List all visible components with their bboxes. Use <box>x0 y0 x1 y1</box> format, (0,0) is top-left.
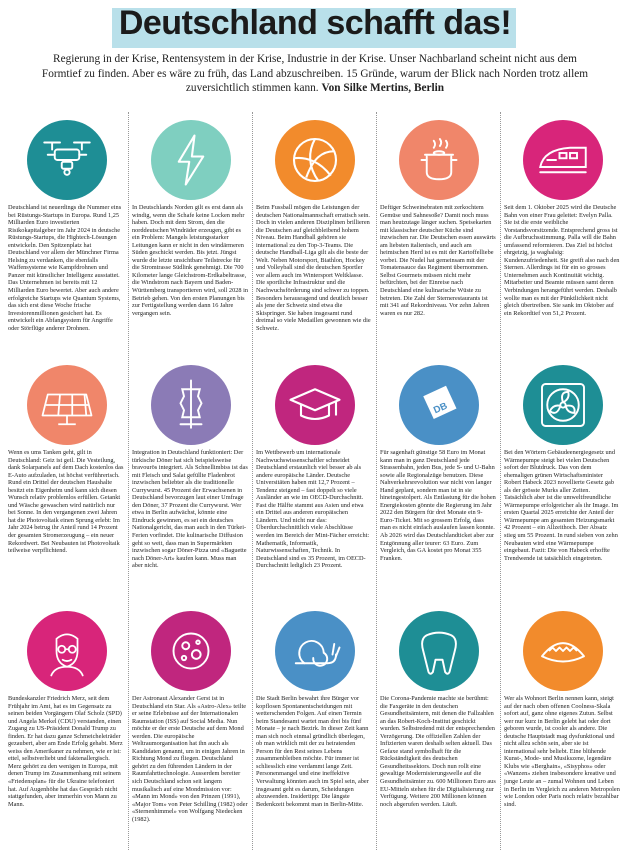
column-divider <box>128 112 129 850</box>
column-divider <box>500 112 501 850</box>
reason-text: Die Stadt Berlin bewahrt ihre Bürger vor kopflosen Spontanentscheidungen mit wetterschenden Folgen. Auf einen Termin beim Standesamt wartet man drei bis fünf Monate – je nach Bezirk. In dieser Zeit kann man sich noch einmal gründlich überlegen, ob man wirklich mit der zu heiratenden Person für den Rest seines Lebens zusammenbleiben möchte. Für immer ist schliesslich eine verdammt lange Zeit. Personenmangel und eine ineffektive Verwaltung könnten auch im Spiel sein, aber insgesamt geht es darum, Scheidungen abzuwenden. Insidertipp: Die längste Bedenkzeit bekommt man in Berlin-Mitte. <box>256 695 369 808</box>
reason-text: Integration in Deutschland funktioniert: Der türkische Döner hat sich beispielsweise bravourös integriert. Als Schnellimbiss ist das mit Fleisch und Salat gefüllte Fladenbrot inzwischen beliebter als die traditionelle Currywurst. 45 Prozent der Erwachsenen in Deutschland bevorzugen laut einer Umfrage den Döner, 37 Prozent die Currywurst. Wer etwa in Berlin aufwächst, könnte eine Eindruck gewinnen, es sei ein deutsches Nationalgericht, das man auch in den Türkei-Ferien vorfindet. Die kulinarische Diffusion geht so weit, dass man in Supermärkten inzwischen sogar Döner-Pizza und «Baguette nach Döner-Art» kaufen kann. Muss man aber nicht. <box>132 449 248 570</box>
reason-text: Der Astronaut Alexander Gerst ist in Deutschland ein Star. Als «Astro-Alex» teilte er seine Erlebnisse auf der Internationalen Raumstation (ISS) auf Social Media. Nun möchte er der erste Deutsche auf dem Mond werden. Die europäische Weltraumorganisation hat ihn auch als Kandidaten genannt, um in einigen Jahren in Richtung Mond zu fliegen. Deutschland gehört zu den führenden Ländern in der Raumfahrttechnologie. Ausserdem bereiter sich Deutschland schon seit langem musikalisch auf eine Mondmission vor: «Mann im Mond» von den Prinzen (1991), «Major Tom» von Peter Schilling (1982) oder «Sternenhimmel» von Wolfgang Niedecken (1982). <box>132 695 248 823</box>
solar-panel-icon <box>39 377 95 433</box>
reason-text: Beim Fussball mögen die Leistungen der deutschen Nationalmannschaft erratisch sein. Doch in vielen anderen Disziplinen brillieren die Deutschen auf gleichbleibend hohem Niveau. Beim Handball gehören sie international zu den Top-3-Teams. Die deutsche Handball-Liga gilt als die beste der Welt. Neben Motorsport, Biathlon, Hockey und Volleyball sind die deutschen Sportler vor allem auch im Wintersport Weltklasse. Die sportliche Infrastruktur und die Nachwuchsförderung sind schwer zu toppen. Besonders herausragend und deutlich besser als jene der Schweiz sind etwa die Skispringer. Sie haben insgesamt rund dreimal so viele Medaillen gewonnen wie die Schweiz. <box>256 204 371 332</box>
reason-icon-circle <box>275 120 355 200</box>
reason-icon-circle <box>151 365 231 445</box>
snail-icon <box>287 623 343 679</box>
reason-icon-circle <box>27 611 107 691</box>
byline: Von Silke Mertins, Berlin <box>321 82 445 94</box>
reason-text: Im Wettbewerb um internationale Nachwuchswissenschaftler schneidet Deutschland erstaunlich viel besser ab als andere europäische Länder. Deutsche Universitäten haben mit 12,7 Prozent – Tendenz steigend – fast doppelt so viele Ausländer an wie im OECD-Durchschnitt. Fast die Hälfte stammt aus Asien und etwa ein Drittel aus anderen europäischen Ländern. Und nicht nur das: Überdurchschnittlich viele Abschlüsse werden im Bereich der Mint-Fächer erreicht: Mathematik, Informatik, Naturwissenschaften, Technik. In Deutschland sind es 35 Prozent, im OECD-Durchschnitt lediglich 23 Prozent. <box>256 449 370 570</box>
volleyball-icon <box>287 132 343 188</box>
reason-text: Wenn es ums Tanken geht, gilt in Deutschland: Geiz ist geil. Die Vesteilung, dank Solarpanels auf dem Dach kostenlos das E-Auto aufzuladen, ist höchst verführerisch. Rund ein Drittel der deutschen Haushalte besitzt ein Eigenheim und kann sich diesen Wunsch relativ problemlos erfüllen. Getankt und Wäsche gewaschen wird natürlich nur bei Sonne. In den vergangenen zwei Jahren hat die Photovoltaik einen Sprung erlebt: Im Jahr 2024 betrug ihr Anteil rund 14 Prozent der gesamten Stromerzeugung – ein neuer Rekordwert. Bei Neubauten ist Photovoltaik teilweise verpflichtend. <box>8 449 124 555</box>
doner-kebab-icon <box>163 377 219 433</box>
lightning-icon <box>163 132 219 188</box>
cooking-pot-icon <box>411 132 467 188</box>
reason-text: Bundeskanzler Friedrich Merz, seit dem Frühjahr im Amt, hat es im Gegensatz zu seinen beiden Vorgängern Olaf Scholz (SPD) und Angela Merkel (CDU) verstanden, einen Zugang zu US-Präsident Donald Trump zu finden. Er hat dazu ganze Schmeicheleiräder gezaubert, aber am Ende Erfolg gehabt. Merz weiss den Amerikaner zu nehmen, wie er ist: ettel, selbstverliebt und faktenallergisch. Merz gehört zu den wenigen in Europa, mit denen Trump im Zusammenhang mit seinem «Friedensplan» für die Ukraine telefoniert hat. Auf Augenhöhe hat das Gespräch nicht stattgefunden, aber immerhin von Mann zu Mann. <box>8 695 123 808</box>
reason-text: Deutschland ist neuerdings die Nummer eins bei Rüstungs-Startups in Europa. Rund 1,25 Milliarden Euro investierten Risikokapitalgeber im Jahr 2024 in deutsche Rüstungs-Startups, die Hightech-Lösungen entwickeln. Den Spitzenplatz hat Deutschland vor allem der Münchner Firma Helsing zu verdanken, die ebenfalls Waffensysteme wie Kampfdrohnen und Panzer mit künstlicher Intelligenz ausstattet. Das Unternehmen ist bereits mit 12 Milliarden Euro bewertet. Aber auch andere erfolgreiche Startups wie Quantum Systems, das sich erst diese Woche frische Investorenmillionen gesichert hat. Es entwickelt ein Abfangsystem für Angriffe oder Störflüge anderer Drohnen. <box>8 204 122 332</box>
reason-icon-circle <box>523 611 603 691</box>
ticket-icon <box>411 377 467 433</box>
page-title: Deutschland schafft das! <box>118 4 512 42</box>
lede <box>40 52 590 96</box>
graduation-cap-icon <box>287 377 343 433</box>
reason-text: Die Corona-Pandemie machte sie berühmt: die Faxgeräte in den deutschen Gesundheitsämtern, mit denen die Fallzahlen an das Robert-Koch-Institut geschickt wurden. Selbstredend mit der entsprechenden Verzögerung. Die offiziellen Zahlen der Infizierten waren deshalb selten aktuell. Das Gefaxe stand symbolhaft für die Rückständigkeit des deutschen Gesundheitssektors. Doch nun rollt eine gewaltige Modernisierungswelle auf die Gesundheitsämter zu. 600 Millionen Euro aus EU-Mitteln stehen für die Digitalisierung zur Verfügung. Weitere 200 Millionen können noch abgerufen werden. Läuft. <box>380 695 496 808</box>
reason-text: Wer als Wohnort Berlin nennen kann, steigt auf der nach oben offenen Coolness-Skala sofort auf, ganz ohne eigenes Zutun. Selbst wer nur kurz in Berlin gelebt hat oder dort geboren wurde, ist cooler als andere. Die deutsche Hauptstadt mag dysfunktional und nicht allzu schön sein, aber sie ist international sehr beliebt. Eine blühende Kunst-, Mode- und Musikszene, legendäre Klubs wie «Berghain», «Sisyphos» oder «Wanzen» ziehen insbesondere kreative und junge Leute an – zumal Wohnen und Leben in Berlin im Vergleich zu anderen Metropolen wie London oder Paris noch relativ bezahlbar sind. <box>504 695 620 808</box>
train-icon <box>535 132 591 188</box>
reason-text: In Deutschlands Norden gilt es erst dann als windig, wenn die Schafe keine Locken mehr haben. Doch mit dem Strom, den die norddeutschen Windräder erzeugen, gibt es ein Problem: Mangels leistungsstarker Leitungen kann er nicht in den windärmeren Süden geschickt werden. Bis jetzt. Jüngst wurde die letzte unsichtbare Teilstrecke für die Stromtrasse Südlink genehmigt. Die 700 Kilometer lange Gleichstrom-Erdkabeltrasse, die Windstrom nach Bayern und Baden-Württemberg transportieren wird, soll 2028 in Betrieb gehen. Von den ersten Planungen bis zur Fertigstellung werden dann 16 Jahre vergangen sein. <box>132 204 249 317</box>
column-divider <box>376 112 377 850</box>
reason-text: Deftiger Schweinebraten mit zerkochtem Gemüse und Sahnesoße? Damit noch muss man heutzutage länger suchen. Speisekarten mit klassischer deutscher Küche sind inzwischen rar. Die Deutschen essen auswärts am liebsten italienisch, und auch am heimischen Herd ist es mit der Kartoffelliebe vorbei. Die Nudel hat gemeinsam mit der Tomatensauce das Regiment übernommen. Selbst Gourmets müssen nicht mehr befürchten, bei der Einreise nach Deutschland eine kulinarische Wüste zu betreten. Die Zahl der Sternerestaurants ist mit 341 auf Rekordniveau. Vor zehn Jahren waren es nur 282. <box>380 204 496 317</box>
reason-icon-circle <box>27 365 107 445</box>
portrait-icon <box>39 623 95 679</box>
reason-text: Bei den Wörtern Gebäudeenergiegesetz und Wärmepumpe steigt bei vielen Deutschen sofort der Blutdruck. Das von dem ehemaligen grünen Wirtschaftsminister Robert Habeck 2023 novellierte Gesetz gab als der grösste Murks aller Zeiten. Tatsächlich aber ist die umweltfreundliche Wärmepumpe erfolgreicher als ihr Image. Im ersten Quartal 2025 erreichte der Anteil der Wärmepumpe am gesamten Heizungsmarkt 42 Prozent – ein Allzeithoch. Der Absatz stieg um 55 Prozent. In rund sieben von zehn Neubauten wird eine Wärmepumpe eingebaut. Fazit: Die von Habeck erhoffte Trendwende ist tatsächlich eingetreten. <box>504 449 619 562</box>
lede-text: Regierung in der Krise, Rentensystem in der Krise, Industrie in der Krise. Unser Nachbarland scheint nicht aus dem Formtief zu finden. Aber es wäre zu früh, das Land abzuschreiben. 15 Gründe, warum der Blick nach Norden trotz allem zuversichtlich stimmen kann. <box>41 53 589 94</box>
reason-icon-circle <box>399 611 479 691</box>
reason-icon-circle <box>275 365 355 445</box>
reason-text: Für sagenhaft günstige 58 Euro im Monat kann man in ganz Deutschland jede Strassenbahn, jeden Bus, jede S- und U-Bahn sowie alle Regionalzüge benutzen. Diese Nahverkehrsrevolution war nicht von langer Hand geplant, sondern man ist in sie hineingestolpert. Als Entlastung für die hohen Energiekosten gönnte die Regierung im Jahr 2022 den Bürgern für drei Monate ein 9-Euro-Ticket. Mit so grossem Erfolg, dass man es nicht einfach auslaufen lassen konnte. Ab 2026 wird das Deutschlandticket aber zur Entgönnung aller teurer: 63 Euro. Zum Vergleich, das GA kostet pro Monat 355 Franken. <box>380 449 496 562</box>
reason-icon-circle <box>151 611 231 691</box>
column-divider <box>252 112 253 850</box>
fan-icon <box>535 377 591 433</box>
reason-icon-circle <box>523 120 603 200</box>
reason-icon-circle <box>151 120 231 200</box>
drone-icon <box>39 132 95 188</box>
reason-text: Seit dem 1. Oktober 2025 wird die Deutsche Bahn von einer Frau geleitet: Evelyn Palla. Sie ist die erste weibliche Vorstandsvorsitzende. Entsprechend gross ist die Aufbruchsstimmung. Palla will die Bahn umfassend reformieren. Das Ziel ist höchst ehrgeizig, ja waghalsig: Kundenzufriedenheit. Sie greift also nach den Sternen. Allerdings ist für ein so grosses Unternehmen auch Kontinuität wichtig. Mitarbeiter und Beamte müssen samt deren Verbindungen herangeführt werden. Deshalb wollte man es mit der Pünktlichkeit nicht gleich übertreiben. Sie sank im Oktober auf ein Rekordtief von 51,2 Prozent. <box>504 204 620 317</box>
reasons-grid <box>8 112 622 850</box>
reason-icon-circle <box>399 365 479 445</box>
reason-icon-circle <box>399 120 479 200</box>
planet-icon <box>163 623 219 679</box>
reason-icon-circle <box>27 120 107 200</box>
dumpling-icon <box>535 623 591 679</box>
reason-icon-circle <box>275 611 355 691</box>
reason-icon-circle <box>523 365 603 445</box>
tooth-icon <box>411 623 467 679</box>
